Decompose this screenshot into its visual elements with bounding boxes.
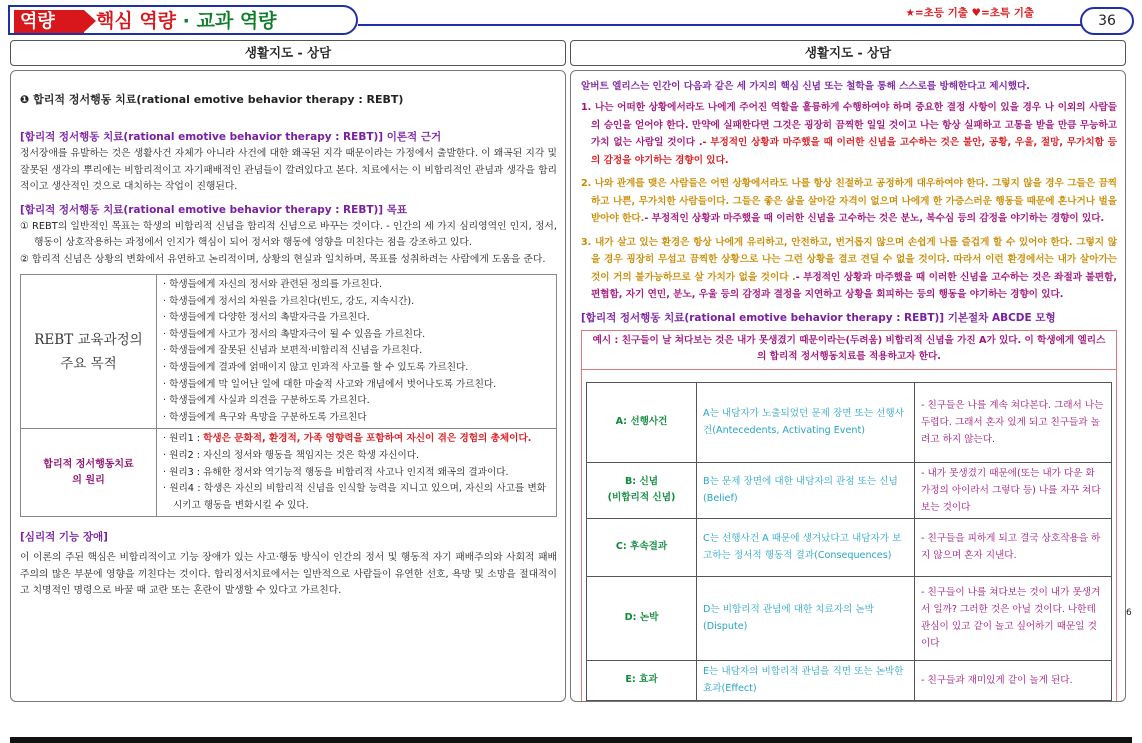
belief-1-text: 1. 나는 어떠한 상황에서라도 나에게 주어진 역할을 훌륭하게 수행하여야 하며 중요한 결정 사항이 있을 경우 나 이외의 사람들의 승인을 얻어야 한다. 만약에 실패한다면 그것은 굉장히 끔찍한 일일 것이고 나는 항상 실패하고 고통을 받을 만큼 무능하고 가치 없는 사람일 것이다 . (581, 102, 1117, 148)
page-number: 36 (1080, 7, 1134, 35)
step-e-desc: E는 내담자의 비합리적 관념을 직면 또는 논박한 효과(Effect) (697, 660, 915, 700)
belief-2-text: 2. 나와 관계를 맺은 사람들은 어떤 상황에서라도 나를 항상 친절하고 공정하게 대우하여야 한다. 그렇지 않을 경우 그들은 끔찍하고 나쁜, 무가치한 사람들이다. 그들은 좋은 삶을 살아갈 자격이 없으며 나에게 한 가증스러운 행동들 때문에 혼나거나 벌을 받아야 한다. (581, 178, 1117, 224)
step-d-label: D: 논박 (624, 612, 659, 623)
abcde-row-c (587, 518, 1112, 576)
principle-1-text: 학생은 문화적, 환경적, 가족 영향력을 포함하여 자신이 겪은 경험의 총체이다. (203, 433, 532, 445)
step-b-desc: B는 문제 장면에 대한 내담자의 관점 또는 신념(Belief) (697, 462, 915, 518)
principles-list-cell (157, 429, 557, 517)
goal-title: [합리적 정서행동 치료(rational emotive behavior therapy : REBT)] 목표 (20, 203, 408, 216)
page-header (8, 4, 1134, 36)
belief-3 (581, 234, 1117, 304)
step-d-desc: D는 비합리적 관념에 대한 치료자의 논박(Dispute) (697, 576, 915, 660)
abcde-row-b (587, 462, 1112, 518)
step-c-example: - 친구들을 피하게 되고 결국 상호작용을 하지 않으며 혼자 지낸다. (915, 518, 1112, 576)
goals-label-cell (21, 275, 157, 429)
step-c (587, 518, 697, 576)
title-dot: · (182, 10, 190, 32)
side-number: 6 (1126, 608, 1132, 618)
step-d-example: - 친구들이 나를 쳐다보는 것이 내가 못생겨서 일까? 그러한 것은 아닐 것이다. 나한테 관심이 있고 같이 놀고 싶어하기 때문일 것이다 (915, 576, 1112, 660)
principle-3: · 원리3 : 유해한 정서와 역기능적 행동을 비합리적 사고나 인지적 왜곡의 결과이다. (163, 466, 509, 478)
goal-bullet: · 학생들에게 결과에 얽매이지 않고 인과적 사고를 할 수 있도록 가르친다. (163, 361, 469, 373)
goal-item-1: ① REBT의 일반적인 목표는 학생의 비합리적 신념을 합리적 신념으로 바꾸는 것이다. - 인간의 세 가지 심리영역인 인지, 정서, 행동이 상호작용하는 과정에서 인지가 핵심이 되어 정서와 행동에 영향을 미친다는 점을 강조하고 있다. (20, 220, 557, 248)
basis-text: 정서장애를 유발하는 것은 생활사건 자체가 아니라 사건에 대한 왜곡된 지각 때문이라는 가정에서 출발한다. 이 왜곡된 지각 및 잘못된 생각의 뿌리에는 비합리적이고 자기패배적인 관념들이 깔려있다고 본다. 치료에서는 이 비합리적인 관념과 생각을 합리적이고 생산적인 것으로 대치하는 작업이 진행된다. (20, 148, 557, 192)
right-column-body (570, 70, 1126, 702)
abcde-row-a (587, 382, 1112, 462)
left-column-body (10, 70, 566, 702)
principles-label-cell (21, 429, 157, 517)
goals-label-line2: 주요 목적 (60, 355, 117, 372)
goal-bullet: · 학생들에게 욕구와 욕망을 구분하도록 가르친다 (163, 411, 367, 423)
goals-label-line1: REBT 교육과정의 (34, 331, 143, 348)
rebt-table (20, 274, 557, 517)
goal-item-2: ② 합리적 신념은 상황의 변화에서 유연하고 논리적이며, 상황의 현실과 일치하며, 목표를 성취하려는 사람에게 도움을 준다. (20, 253, 546, 265)
abcde-example: 예시 : 친구들이 날 쳐다보는 것은 내가 못생겼기 때문이라는(두려움) 비합리적 신념을 가진 A가 있다. 이 학생에게 엘리스의 합리적 정서행동치료를 적용하고자 한다. (582, 330, 1117, 369)
step-b-sublabel: (비합리적 신념) (607, 492, 676, 503)
goal-bullet: · 학생들에게 사고가 정서의 촉발자극이 될 수 있음을 가르친다. (163, 328, 426, 340)
abcde-table (581, 330, 1117, 703)
step-c-desc: C는 선행사건 A 때문에 생겨났다고 내담자가 보고하는 정서적 행동적 결과(Consequences) (697, 518, 915, 576)
belief-1 (581, 99, 1117, 169)
right-column-header: 생활지도 - 상담 (570, 40, 1126, 66)
dysfunction-text: 이 이론의 주된 핵심은 비합리적이고 기능 장애가 있는 사고·행동 방식이 인간의 정서 및 행동적 자기 패배주의와 사회적 패배주의의 많은 부분에 영향을 끼친다는 것이다. 합리정서치료에서는 일반적으로 사람들이 유연한 선호, 욕망 및 소망을 절대적이고 치명적인 명령으로 바꿀 때 교란 또는 혼란이 발생할 수 있다고 가르친다. (20, 552, 557, 597)
step-c-label: C: 후속결과 (615, 541, 668, 552)
footer-bar (10, 737, 1132, 743)
belief-2-consequence: - 부정적인 상황과 마주했을 때 이러한 신념을 고수하는 것은 분노, 복수심 등의 감정을 야기하는 경향이 있다. (644, 213, 1105, 224)
goal-bullet: · 학생들에게 정서의 차원을 가르친다(빈도, 강도, 지속시간). (163, 295, 415, 307)
header-title-box (8, 5, 358, 35)
belief-1-consequence: - 부정적인 상황과 마주했을 때 이러한 신념을 고수하는 것은 불안, 공황, 우울, 절망, 무가치함 등의 감정을 야기하는 경향이 있다. (591, 137, 1117, 166)
belief-3-consequence: - 부정적인 상황과 마주했을 때 이러한 신념을 고수하는 것은 좌절과 불편함, 편협함, 자기 연민, 분노, 우울 등의 감정과 결정을 지연하고 상황을 회피하는 등의 행동을 야기하는 경향이 있다. (591, 271, 1117, 300)
title-core-competency: 핵심 역량 (96, 10, 177, 32)
goal-bullet: · 학생들에게 막 일어난 일에 대한 마술적 사고와 개념에서 벗어나도록 가르친다. (163, 378, 497, 390)
step-e (587, 660, 697, 700)
exam-legend: ★=초등 기출 ♥=초특 기출 (905, 7, 1034, 19)
belief-2 (581, 175, 1117, 228)
page-title (96, 8, 277, 34)
abcde-row-d (587, 576, 1112, 660)
principle-1 (163, 431, 546, 448)
abcde-title: [합리적 정서행동 치료(rational emotive behavior therapy : REBT)] 기본절차 ABCDE 모형 (581, 311, 1056, 324)
title-subject-competency: 교과 역량 (196, 10, 277, 32)
main-title: ❶ 합리적 정서행동 치료(rational emotive behavior therapy : REBT) (20, 93, 404, 106)
principle-2: · 원리2 : 자신의 정서와 행동을 책임지는 것은 학생 자신이다. (163, 449, 420, 461)
step-d (587, 576, 697, 660)
goal-bullet: · 학생들에게 다양한 정서의 촉발자극을 가르친다. (163, 312, 370, 324)
goals-list-cell (157, 275, 557, 429)
goal-bullet: · 학생들에게 잘못된 신념과 보편적·비합리적 신념을 가르친다. (163, 345, 423, 357)
abcde-inner-cell (582, 369, 1117, 702)
principles-label-line1: 합리적 정서행동치료 (43, 458, 134, 470)
goal-bullet: · 학생들에게 자신의 정서와 관련된 정의를 가르친다. (163, 279, 383, 290)
step-e-label: E: 효과 (625, 674, 658, 685)
step-b (587, 462, 697, 518)
principles-label-line2: 의 원리 (72, 474, 105, 486)
step-a-example: - 친구들은 나를 계속 쳐다본다. 그래서 나는 두렵다. 그래서 혼자 있게 되고 친구들과 놀려고 하지 않는다. (915, 382, 1112, 462)
ellis-intro: 알버트 엘리스는 인간이 다음과 같은 세 가지의 핵심 신념 또는 철학을 통해 스스로를 방해한다고 제시했다. (581, 81, 1030, 92)
principle-1-prefix: · 원리1 : (163, 433, 204, 445)
left-column-header: 생활지도 - 상담 (10, 40, 566, 66)
goal-bullet: · 학생들에게 사실과 의견을 구분하도록 가르친다. (163, 395, 370, 407)
step-e-example: - 친구들과 재미있게 같이 놀게 된다. (915, 660, 1112, 700)
basis-title: [합리적 정서행동 치료(rational emotive behavior therapy : REBT)] 이론적 근거 (20, 131, 442, 143)
step-a-label: A: 선행사건 (615, 416, 668, 427)
abcde-row-e (587, 660, 1112, 700)
abcde-inner-table (586, 382, 1112, 701)
header-tag: 역량 (14, 10, 84, 33)
belief-3-text: 3. 내가 살고 있는 환경은 항상 나에게 유리하고, 안전하고, 번거롭지 않으며 손쉽게 나를 즐겁게 할 수 있어야 한다. 그렇지 않을 경우 굉장히 무섭고 끔찍한 상황으로 나는 그런 상황을 결코 견딜 수 없을 것이다. 따라서 이런 환경에서는 내가 살아가는 것이 거의 불가능하므로 살 가치가 없을 것이다 . (581, 236, 1117, 283)
step-b-example: - 내가 못생겼기 때문에(또는 내가 다운 화 가정의 아이라서 그렇다 등) 나를 자꾸 쳐다보는 것이다 (915, 462, 1112, 518)
dysfunction-title: [심리적 기능 장애] (20, 531, 108, 544)
step-a-desc: A는 내담자가 노출되었던 문제 장면 또는 선행사건(Antecedents, Activating Event) (697, 382, 915, 462)
step-a (587, 382, 697, 462)
step-b-label: B: 신념 (624, 476, 659, 487)
principle-4: · 원리4 : 학생은 자신의 비합리적 신념을 인식할 능력을 지니고 있으며, 자신의 사고를 변화시키고 행동을 변화시킬 수 있다. (163, 483, 546, 511)
header-rule (358, 24, 1084, 26)
